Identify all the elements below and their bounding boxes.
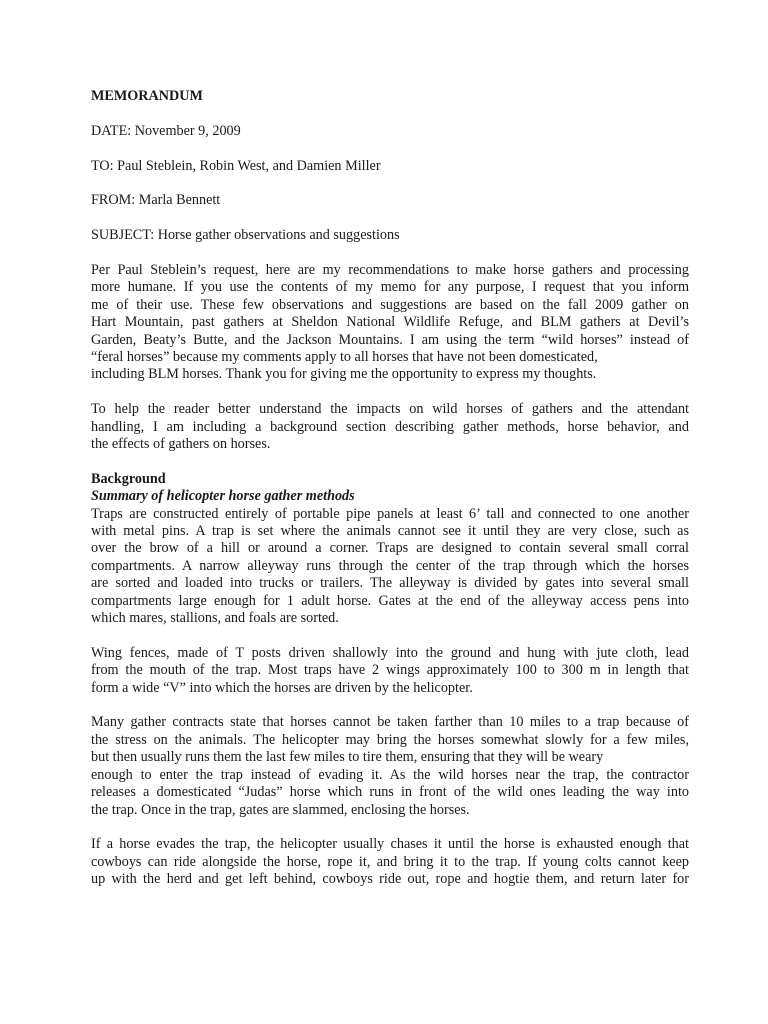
section-heading: Background: [91, 470, 166, 487]
text-line: including BLM horses. Thank you for giving me the opportunity to express my thoughts.: [91, 366, 597, 383]
text-line: more humane. If you use the contents of my memo for any purpose, I request that you inform: [91, 279, 689, 296]
memo-page: [91, 88, 689, 889]
text-line: If a horse evades the trap, the helicopter usually chases it until the horse is exhausted enough that: [91, 836, 689, 853]
text-line: handling, I am including a background section describing gather methods, horse behavior, and: [91, 418, 689, 435]
background-paragraph-1: [91, 506, 689, 628]
memo-from: FROM: Marla Bennett: [91, 192, 221, 209]
background-paragraph-4: [91, 836, 689, 888]
text-line: Garden, Beaty’s Butte, and the Jackson Mountains. I am using the term “wild horses” instead of: [91, 331, 689, 348]
text-line: up with the herd and get left behind, cowboys ride out, rope and hogtie them, and return later for: [91, 871, 689, 888]
text-line: are sorted and loaded into trucks or trailers. The alleyway is divided by gates into several small: [91, 575, 689, 592]
text-line: Hart Mountain, past gathers at Sheldon National Wildlife Refuge, and BLM gathers at Devil’s: [91, 314, 689, 331]
section-subheading: Summary of helicopter horse gather methods: [91, 488, 355, 505]
text-line: compartments. A narrow alleyway runs through the center of the trap through which the horses: [91, 557, 689, 574]
memo-to: TO: Paul Steblein, Robin West, and Damien Miller: [91, 157, 381, 174]
text-line: To help the reader better understand the impacts on wild horses of gathers and the attendant: [91, 401, 689, 418]
memo-title: MEMORANDUM: [91, 88, 203, 104]
text-line: Wing fences, made of T posts driven shallowly into the ground and hung with jute cloth, lead: [91, 644, 689, 661]
background-paragraph-2: [91, 645, 689, 697]
text-line: “feral horses” because my comments apply to all horses that have not been domesticated,: [91, 349, 598, 366]
text-line: but then usually runs them the last few miles to tire them, ensuring that they will be weary: [91, 749, 604, 766]
text-line: releases a domesticated “Judas” horse which runs in front of the wild ones leading the way into: [91, 784, 689, 801]
intro-paragraph-1: [91, 262, 689, 384]
text-line: from the mouth of the trap. Most traps have 2 wings approximately 100 to 300 m in length that: [91, 662, 689, 679]
intro-paragraph-2: [91, 401, 689, 453]
text-line: Traps are constructed entirely of portable pipe panels at least 6’ tall and connected to one another: [91, 505, 689, 522]
text-line: the stress on the animals. The helicopter may bring the horses somewhat slowly for a few miles,: [91, 731, 689, 748]
text-line: the effects of gathers on horses.: [91, 436, 271, 453]
text-line: with metal pins. A trap is set where the animals cannot see it until they are very close, such as: [91, 523, 689, 540]
text-line: over the brow of a hill or around a corner. Traps are designed to contain several small corral: [91, 540, 689, 557]
text-line: Per Paul Steblein’s request, here are my recommendations to make horse gathers and processing: [91, 261, 689, 278]
text-line: me of their use. These few observations and suggestions are based on the fall 2009 gather on: [91, 296, 689, 313]
text-line: which mares, stallions, and foals are sorted.: [91, 610, 339, 627]
text-line: compartments large enough for 1 adult horse. Gates at the end of the alleyway access pens into: [91, 592, 689, 609]
memo-subject: SUBJECT: Horse gather observations and suggestions: [91, 227, 400, 244]
text-line: Many gather contracts state that horses cannot be taken farther than 10 miles to a trap because of: [91, 714, 689, 731]
text-line: cowboys can ride alongside the horse, rope it, and bring it to the trap. If young colts cannot keep: [91, 853, 689, 870]
text-line: the trap. Once in the trap, gates are slammed, enclosing the horses.: [91, 801, 470, 818]
text-line: enough to enter the trap instead of evading it. As the wild horses near the trap, the contractor: [91, 766, 689, 783]
memo-date: DATE: November 9, 2009: [91, 122, 241, 139]
text-line: form a wide “V” into which the horses are driven by the helicopter.: [91, 679, 473, 696]
background-paragraph-3: [91, 714, 689, 818]
